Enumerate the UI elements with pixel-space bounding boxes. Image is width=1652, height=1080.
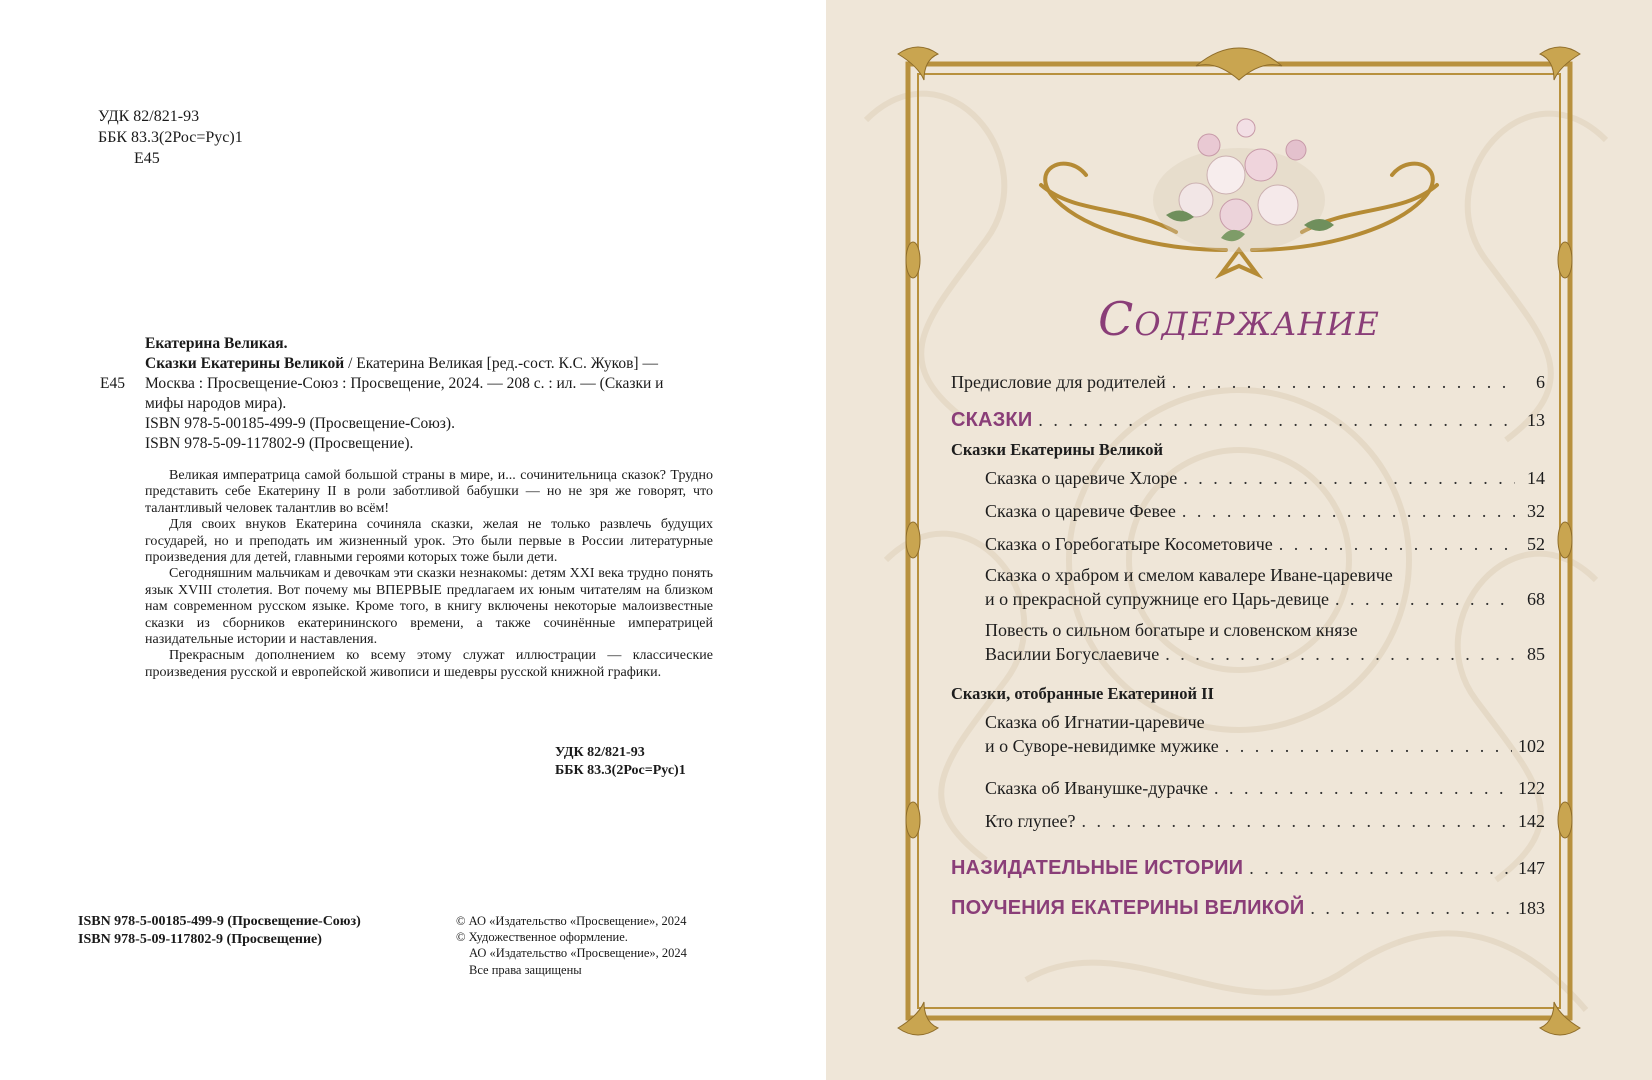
record-title: Сказки Екатерины Великой	[145, 355, 345, 372]
toc-entry-title: Сказка о Горебогатыре Косометовиче	[985, 534, 1273, 554]
toc-leader-dots	[1249, 856, 1512, 880]
toc-entry-title: Кто глупее?	[985, 811, 1076, 831]
toc-page-number: 68	[1527, 589, 1545, 609]
toc-entry[interactable]	[985, 466, 1545, 490]
bbk-code: ББК 83.3(2Рос=Рус)1	[555, 763, 686, 778]
toc-page-number: 122	[1518, 778, 1545, 798]
toc-page-number: 32	[1527, 501, 1545, 521]
annotation-paragraph: Великая императрица самой большой страны в мире, и... сочинительница сказок? Трудно представить себе Екатерину II в роли заботливой бабушки — но не зря же говорят, что талантливый человек талантлив во всём!	[145, 468, 713, 516]
toc-section-title: ПОУЧЕНИЯ ЕКАТЕРИНЫ ВЕЛИКОЙ	[951, 897, 1305, 919]
record-isbn-1: ISBN 978-5-00185-499-9 (Просвещение-Союз).	[145, 415, 455, 432]
toc-entry-preface[interactable]	[951, 370, 1545, 394]
toc-entry-title-line: Повесть о сильном богатыре и словенском князе	[985, 620, 1358, 640]
author-mark-inline: Е45	[100, 375, 125, 392]
record-responsibility: / Екатерина Великая [ред.-сост. К.С. Жуков] —	[344, 355, 658, 372]
toc-page-number: 85	[1527, 644, 1545, 664]
toc-leader-dots	[1082, 809, 1512, 833]
toc-section-title: НАЗИДАТЕЛЬНЫЕ ИСТОРИИ	[951, 857, 1244, 879]
toc-leader-dots	[1310, 896, 1512, 920]
toc-entry[interactable]	[985, 776, 1545, 800]
toc-page-number: 6	[1536, 372, 1545, 392]
toc-leader-dots	[1225, 734, 1512, 758]
annotation-paragraph: Сегодняшним мальчикам и девочкам эти сказки незнакомы: детям XXI века трудно понять язык XVIII столетия. Вот почему мы ВПЕРВЫЕ предлагаем их юным читателям на близком нам современном русском языке. Кроме того, в книгу включены некоторые малоизвестные сказки из сборников екатерининского времени, а также сочинённые императрицей назидательные истории и наставления.	[145, 566, 713, 648]
isbn-line: ISBN 978-5-00185-499-9 (Просвещение-Союз)	[78, 914, 361, 929]
bbk-code: ББК 83.3(2Рос=Рус)1	[98, 129, 243, 146]
toc-leader-dots	[1335, 587, 1515, 611]
toc-entry-title: Сказка о царевиче Хлоре	[985, 468, 1178, 488]
toc-entry-title: Василии Богуслаевиче	[985, 644, 1160, 664]
toc-page-number: 147	[1518, 858, 1545, 878]
udk-block-top	[98, 106, 243, 169]
toc-leader-dots	[1165, 642, 1515, 666]
udk-code: УДК 82/821-93	[555, 745, 645, 760]
copyright-line: АО «Издательство «Просвещение», 2024	[469, 946, 687, 961]
annotation-paragraph: Прекрасным дополнением ко всему этому служат иллюстрации — классические произведения русской и европейской живописи и шедевры русской книжной графики.	[145, 648, 713, 680]
record-imprint: Москва : Просвещение-Союз : Просвещение, 2024. — 208 с. : ил. — (Сказки и	[145, 375, 664, 392]
author-mark: Е45	[134, 150, 160, 167]
toc-leader-dots	[1172, 370, 1515, 394]
toc-entry[interactable]	[985, 532, 1545, 556]
copyright-block	[456, 913, 687, 978]
record-author: Екатерина Великая.	[145, 335, 288, 352]
toc-page-number: 102	[1518, 736, 1545, 756]
udk-code: УДК 82/821-93	[98, 108, 200, 125]
toc-entry[interactable]	[985, 710, 1545, 758]
record-title-line	[100, 354, 714, 374]
toc-entry-title: Предисловие для родителей	[951, 372, 1166, 392]
toc-page-number: 14	[1527, 468, 1545, 488]
toc-entry-title-line: Сказка об Игнатии-царевиче	[985, 712, 1205, 732]
contents-heading: Содержание	[1098, 292, 1380, 346]
toc-section-title: СКАЗКИ	[951, 409, 1033, 431]
toc-entry-title: и о Суворе-невидимке мужике	[985, 736, 1219, 756]
toc-leader-dots	[1038, 408, 1515, 432]
toc-leader-dots	[1279, 532, 1515, 556]
isbn-line: ISBN 978-5-09-117802-9 (Просвещение)	[78, 932, 322, 947]
isbn-block	[78, 913, 361, 949]
toc-page-number: 183	[1518, 898, 1545, 918]
toc-entry[interactable]	[985, 563, 1545, 611]
record-imprint-line	[100, 374, 714, 394]
toc-entry-title: и о прекрасной супружнице его Царь-девице	[985, 589, 1329, 609]
toc-section-teachings[interactable]	[951, 896, 1545, 920]
copyright-line: © АО «Издательство «Просвещение», 2024	[456, 914, 687, 928]
toc-entry-title: Сказка об Иванушке-дурачке	[985, 778, 1208, 798]
toc-group-heading: Сказки, отобранные Екатериной II	[951, 684, 1214, 703]
annotation	[145, 468, 713, 681]
toc-leader-dots	[1182, 499, 1515, 523]
annotation-paragraph: Для своих внуков Екатерина сочиняла сказки, желая не только развлечь будущих государей, но и преподать им жизненный урок. Это были первые в России литературные произведения для детей, главными героями которых тоже были дети.	[145, 517, 713, 566]
toc-section-tales[interactable]	[951, 408, 1545, 432]
toc-entry[interactable]	[985, 618, 1545, 666]
toc-entry[interactable]	[985, 809, 1545, 833]
toc-leader-dots	[1183, 466, 1515, 490]
toc-page-number: 13	[1527, 410, 1545, 430]
toc-group-heading: Сказки Екатерины Великой	[951, 440, 1164, 459]
udk-block-bottom	[555, 744, 686, 780]
toc-section-stories[interactable]	[951, 856, 1545, 880]
toc-entry-title-line: Сказка о храбром и смелом кавалере Иване-царевиче	[985, 565, 1393, 585]
toc-entry[interactable]	[985, 499, 1545, 523]
bibliographic-record	[100, 334, 714, 454]
copyright-line: Все права защищены	[469, 962, 582, 977]
toc-leader-dots	[1214, 776, 1512, 800]
copyright-line: © Художественное оформление.	[456, 930, 628, 945]
toc-page-number: 52	[1527, 534, 1545, 554]
toc-page-number: 142	[1518, 811, 1545, 831]
contents-page	[826, 0, 1652, 1080]
record-isbn-2: ISBN 978-5-09-117802-9 (Просвещение).	[145, 435, 414, 452]
record-series: мифы народов мира).	[145, 395, 287, 412]
toc-entry-title: Сказка о царевиче Февее	[985, 501, 1176, 521]
